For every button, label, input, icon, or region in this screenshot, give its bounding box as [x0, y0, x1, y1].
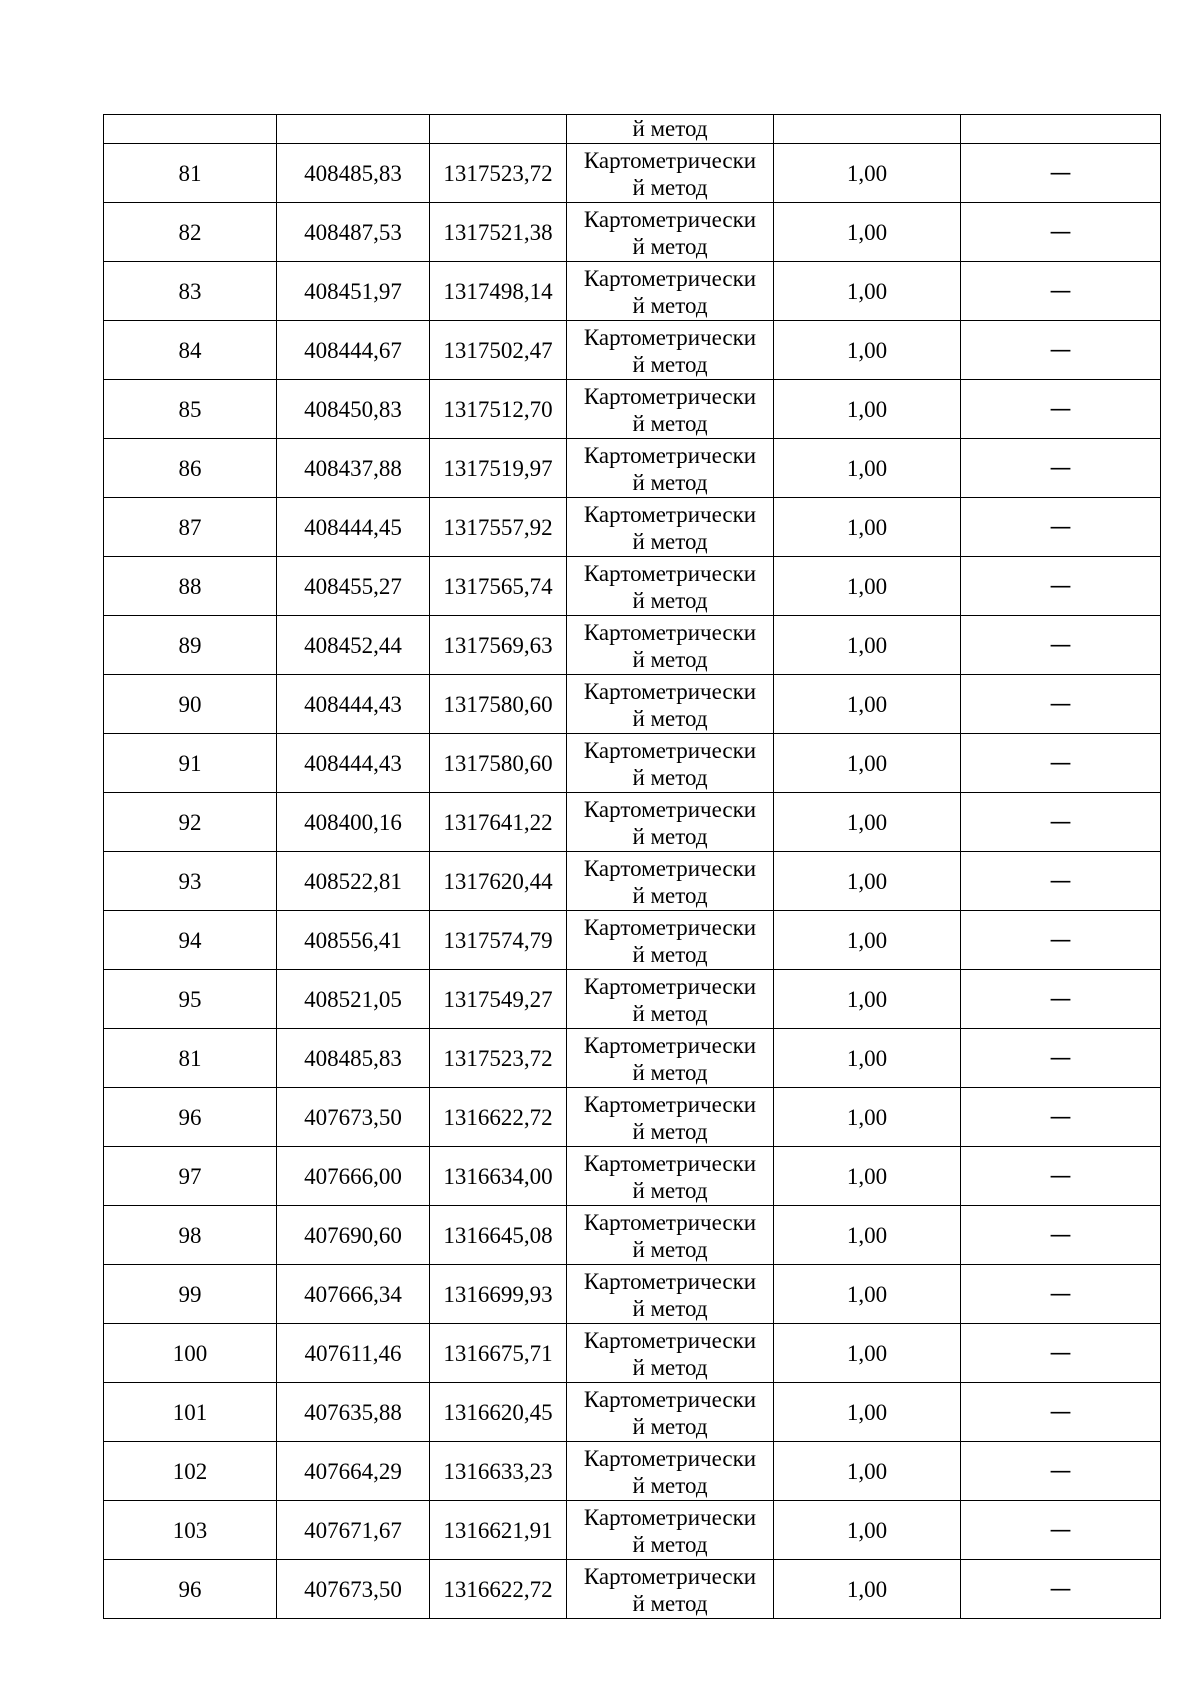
method-line-1: Картометрически: [583, 443, 757, 468]
cell-y: 1316621,91: [430, 1501, 567, 1560]
cell-point-number: 82: [104, 203, 277, 262]
table-row: [104, 439, 1161, 498]
dash-value: —: [1049, 1282, 1072, 1307]
dash-value: —: [1049, 1577, 1072, 1602]
cell-y: 1317580,60: [430, 734, 567, 793]
method-line-1: Картометрически: [583, 1269, 757, 1294]
cell-x: 408444,45: [277, 498, 430, 557]
cell-x: 407673,50: [277, 1088, 430, 1147]
method-line-2: й метод: [632, 1473, 708, 1498]
cell-method: [567, 616, 774, 675]
cell-description: [961, 852, 1161, 911]
cell-method: [567, 1265, 774, 1324]
table-row: [104, 1442, 1161, 1501]
cell-x: 408487,53: [277, 203, 430, 262]
method-line-1: Картометрически: [583, 266, 757, 291]
cell-x: 408444,43: [277, 675, 430, 734]
table-row: [104, 498, 1161, 557]
cell-y: 1317549,27: [430, 970, 567, 1029]
cell-point-number: 83: [104, 262, 277, 321]
cell-y: 1316675,71: [430, 1324, 567, 1383]
cell-method: [567, 1088, 774, 1147]
table-row: [104, 1501, 1161, 1560]
table-row: [104, 1088, 1161, 1147]
cell-y: 1317523,72: [430, 144, 567, 203]
cell-description: [961, 734, 1161, 793]
dash-value: —: [1049, 279, 1072, 304]
cell-point-number: 86: [104, 439, 277, 498]
table-row: [104, 1383, 1161, 1442]
cell-point-number: 98: [104, 1206, 277, 1265]
cell-point-number: 103: [104, 1501, 277, 1560]
cell-description: [961, 1383, 1161, 1442]
cell-y: 1317565,74: [430, 557, 567, 616]
dash-value: —: [1049, 574, 1072, 599]
method-line-2: й метод: [632, 411, 708, 436]
cell-point-number: 96: [104, 1088, 277, 1147]
method-line-1: Картометрически: [583, 1210, 757, 1235]
dash-value: —: [1049, 456, 1072, 481]
method-line-2: й метод: [632, 1119, 708, 1144]
cell-point-number: 84: [104, 321, 277, 380]
cell-point-number: 92: [104, 793, 277, 852]
method-line-1: Картометрически: [583, 1328, 757, 1353]
table-row: [104, 557, 1161, 616]
cell-description: [961, 380, 1161, 439]
cell-accuracy: 1,00: [774, 144, 961, 203]
cell-x: 408485,83: [277, 144, 430, 203]
method-line-2: й метод: [632, 529, 708, 554]
table-row: [104, 616, 1161, 675]
cell-description: [961, 1029, 1161, 1088]
cell-method: [567, 144, 774, 203]
cell-accuracy: 1,00: [774, 498, 961, 557]
cell-y: 1316633,23: [430, 1442, 567, 1501]
table-row: [104, 1560, 1161, 1619]
cell-point-number: 87: [104, 498, 277, 557]
table-row: [104, 793, 1161, 852]
dash-value: —: [1049, 1341, 1072, 1366]
cell-method: [567, 1501, 774, 1560]
cell-accuracy: 1,00: [774, 616, 961, 675]
dash-value: —: [1049, 633, 1072, 658]
cell-accuracy: 1,00: [774, 852, 961, 911]
table-row: [104, 262, 1161, 321]
cell-method: [567, 1206, 774, 1265]
method-line-1: Картометрически: [583, 1505, 757, 1530]
cell-x: 407664,29: [277, 1442, 430, 1501]
cell-method: [567, 203, 774, 262]
method-line-1: Картометрически: [583, 1092, 757, 1117]
cell-description: [961, 793, 1161, 852]
method-line-2: й метод: [632, 293, 708, 318]
method-line-1: Картометрически: [583, 502, 757, 527]
cell-x: 408556,41: [277, 911, 430, 970]
cell-description: [961, 1265, 1161, 1324]
cell-point-number: 96: [104, 1560, 277, 1619]
cell-accuracy: 1,00: [774, 1442, 961, 1501]
cell-description: [961, 1147, 1161, 1206]
cell-description: [961, 616, 1161, 675]
cell-description: [961, 557, 1161, 616]
cell-description: [961, 498, 1161, 557]
cell-method: [567, 911, 774, 970]
cell-description: [961, 970, 1161, 1029]
cell-y: 1316699,93: [430, 1265, 567, 1324]
cell-description: [961, 203, 1161, 262]
cell-x: 408400,16: [277, 793, 430, 852]
dash-value: —: [1049, 220, 1072, 245]
dash-value: —: [1049, 810, 1072, 835]
cell-accuracy: 1,00: [774, 439, 961, 498]
dash-value: —: [1049, 692, 1072, 717]
table-row: [104, 734, 1161, 793]
method-line-2: й метод: [632, 1060, 708, 1085]
cell-x: 408521,05: [277, 970, 430, 1029]
cell-point-number: 85: [104, 380, 277, 439]
dash-value: —: [1049, 751, 1072, 776]
table-row: [104, 1324, 1161, 1383]
cell-accuracy: 1,00: [774, 203, 961, 262]
cell-accuracy: 1,00: [774, 793, 961, 852]
table-row: [104, 970, 1161, 1029]
table-row: [104, 144, 1161, 203]
method-line-1: Картометрически: [583, 738, 757, 763]
cell-description: [961, 1560, 1161, 1619]
cell-method: [567, 1029, 774, 1088]
dash-value: —: [1049, 161, 1072, 186]
table-row: [104, 1265, 1161, 1324]
method-line-2: й метод: [632, 1001, 708, 1026]
cell-point-number: 81: [104, 144, 277, 203]
method-line-1: Картометрически: [583, 1564, 757, 1589]
cell-description: [961, 144, 1161, 203]
cell-accuracy: 1,00: [774, 1265, 961, 1324]
cell-method: [567, 498, 774, 557]
table-row: [104, 203, 1161, 262]
cell-y: 1316622,72: [430, 1088, 567, 1147]
cell-accuracy: 1,00: [774, 557, 961, 616]
cell-accuracy: [774, 115, 961, 144]
cell-x: 408522,81: [277, 852, 430, 911]
table-row: [104, 852, 1161, 911]
cell-y: 1316645,08: [430, 1206, 567, 1265]
method-line-2: й метод: [632, 1178, 708, 1203]
cell-y: 1317641,22: [430, 793, 567, 852]
cell-accuracy: 1,00: [774, 380, 961, 439]
method-line-2: й метод: [632, 647, 708, 672]
cell-description: [961, 675, 1161, 734]
cell-x: 407635,88: [277, 1383, 430, 1442]
table-row: [104, 321, 1161, 380]
cell-accuracy: 1,00: [774, 1383, 961, 1442]
method-line-1: Картометрически: [583, 679, 757, 704]
dash-value: —: [1049, 1518, 1072, 1543]
cell-y: 1316622,72: [430, 1560, 567, 1619]
cell-point-number: 99: [104, 1265, 277, 1324]
cell-method: [567, 793, 774, 852]
cell-method: [567, 380, 774, 439]
cell-y: 1317574,79: [430, 911, 567, 970]
dash-value: —: [1049, 1046, 1072, 1071]
cell-x: 407671,67: [277, 1501, 430, 1560]
table-row: [104, 675, 1161, 734]
cell-y: 1317498,14: [430, 262, 567, 321]
dash-value: —: [1049, 1164, 1072, 1189]
cell-point-number: 100: [104, 1324, 277, 1383]
method-line-2: й метод: [632, 706, 708, 731]
cell-description: [961, 1442, 1161, 1501]
dash-value: —: [1049, 338, 1072, 363]
cell-point-number: 94: [104, 911, 277, 970]
method-line-1: Картометрически: [583, 207, 757, 232]
method-line-1: Картометрически: [583, 1387, 757, 1412]
cell-method: [567, 1147, 774, 1206]
cell-point-number: 102: [104, 1442, 277, 1501]
coordinates-table: [103, 114, 1161, 1619]
method-line-2: й метод: [632, 824, 708, 849]
table-row: [104, 1029, 1161, 1088]
cell-accuracy: 1,00: [774, 262, 961, 321]
cell-description: [961, 911, 1161, 970]
table-row: [104, 1147, 1161, 1206]
cell-y: 1316634,00: [430, 1147, 567, 1206]
method-line-2: й метод: [632, 588, 708, 613]
cell-description: [961, 1324, 1161, 1383]
cell-y: [430, 115, 567, 144]
cell-accuracy: 1,00: [774, 1560, 961, 1619]
cell-method: [567, 321, 774, 380]
cell-y: 1317569,63: [430, 616, 567, 675]
cell-method: [567, 734, 774, 793]
method-line-2: й метод: [632, 1237, 708, 1262]
cell-y: 1317523,72: [430, 1029, 567, 1088]
cell-point-number: 81: [104, 1029, 277, 1088]
dash-value: —: [1049, 515, 1072, 540]
method-line-1: Картометрически: [583, 148, 757, 173]
cell-method: [567, 439, 774, 498]
cell-x: 408444,67: [277, 321, 430, 380]
method-line-2: й метод: [632, 1532, 708, 1557]
cell-method: [567, 262, 774, 321]
cell-accuracy: 1,00: [774, 734, 961, 793]
cell-description: [961, 1206, 1161, 1265]
method-line-1: Картометрически: [583, 620, 757, 645]
table-row: [104, 380, 1161, 439]
cell-accuracy: 1,00: [774, 970, 961, 1029]
cell-point-number: 93: [104, 852, 277, 911]
method-line-2: й метод: [632, 1591, 708, 1616]
cell-accuracy: 1,00: [774, 675, 961, 734]
method-line-1: Картометрически: [583, 1033, 757, 1058]
cell-y: 1317557,92: [430, 498, 567, 557]
method-line-2: й метод: [632, 883, 708, 908]
cell-description: [961, 1501, 1161, 1560]
method-line-2: й метод: [632, 1414, 708, 1439]
cell-point-number: 95: [104, 970, 277, 1029]
dash-value: —: [1049, 869, 1072, 894]
method-line-2: й метод: [632, 1355, 708, 1380]
cell-point-number: 90: [104, 675, 277, 734]
cell-description: [961, 115, 1161, 144]
cell-x: 407666,00: [277, 1147, 430, 1206]
cell-accuracy: 1,00: [774, 1088, 961, 1147]
cell-method: й метод: [567, 115, 774, 144]
cell-x: 408450,83: [277, 380, 430, 439]
cell-method: [567, 1324, 774, 1383]
dash-value: —: [1049, 397, 1072, 422]
method-line-2: й метод: [632, 470, 708, 495]
cell-point-number: 88: [104, 557, 277, 616]
method-line-2: й метод: [632, 942, 708, 967]
cell-x: 408444,43: [277, 734, 430, 793]
cell-point-number: [104, 115, 277, 144]
cell-description: [961, 439, 1161, 498]
cell-x: 407673,50: [277, 1560, 430, 1619]
cell-description: [961, 1088, 1161, 1147]
cell-accuracy: 1,00: [774, 321, 961, 380]
cell-x: 407611,46: [277, 1324, 430, 1383]
cell-accuracy: 1,00: [774, 1029, 961, 1088]
cell-method: [567, 1383, 774, 1442]
coordinates-table-body: [104, 115, 1161, 1619]
cell-y: 1317502,47: [430, 321, 567, 380]
method-line-2: й метод: [632, 352, 708, 377]
cell-method: [567, 675, 774, 734]
cell-y: 1317620,44: [430, 852, 567, 911]
method-line-1: Картометрически: [583, 856, 757, 881]
method-line-2: й метод: [632, 1296, 708, 1321]
cell-y: 1317580,60: [430, 675, 567, 734]
cell-x: [277, 115, 430, 144]
dash-value: —: [1049, 1223, 1072, 1248]
cell-point-number: 91: [104, 734, 277, 793]
dash-value: —: [1049, 1105, 1072, 1130]
cell-method: [567, 852, 774, 911]
method-line-2: й метод: [632, 234, 708, 259]
method-line-2: й метод: [632, 765, 708, 790]
cell-method: [567, 557, 774, 616]
method-line-1: Картометрически: [583, 797, 757, 822]
cell-x: 408452,44: [277, 616, 430, 675]
cell-x: 408437,88: [277, 439, 430, 498]
cell-accuracy: 1,00: [774, 1147, 961, 1206]
method-line-1: Картометрически: [583, 1151, 757, 1176]
cell-accuracy: 1,00: [774, 1206, 961, 1265]
cell-method: [567, 1442, 774, 1501]
cell-accuracy: 1,00: [774, 911, 961, 970]
cell-y: 1316620,45: [430, 1383, 567, 1442]
table-row: [104, 1206, 1161, 1265]
table-row: [104, 911, 1161, 970]
method-line-2: й метод: [632, 175, 708, 200]
dash-value: —: [1049, 928, 1072, 953]
cell-accuracy: 1,00: [774, 1324, 961, 1383]
method-line-1: Картометрически: [583, 325, 757, 350]
cell-y: 1317521,38: [430, 203, 567, 262]
cell-y: 1317512,70: [430, 380, 567, 439]
cell-method: [567, 970, 774, 1029]
dash-value: —: [1049, 987, 1072, 1012]
method-line-1: Картометрически: [583, 974, 757, 999]
cell-y: 1317519,97: [430, 439, 567, 498]
dash-value: —: [1049, 1459, 1072, 1484]
method-line-1: Картометрически: [583, 1446, 757, 1471]
cell-point-number: 101: [104, 1383, 277, 1442]
cell-point-number: 89: [104, 616, 277, 675]
method-line-1: Картометрически: [583, 561, 757, 586]
cell-point-number: 97: [104, 1147, 277, 1206]
cell-x: 407690,60: [277, 1206, 430, 1265]
continuation-row: [104, 115, 1161, 144]
cell-method: [567, 1560, 774, 1619]
method-line-1: Картометрически: [583, 384, 757, 409]
cell-x: 408451,97: [277, 262, 430, 321]
cell-x: 408485,83: [277, 1029, 430, 1088]
cell-description: [961, 262, 1161, 321]
dash-value: —: [1049, 1400, 1072, 1425]
cell-x: 408455,27: [277, 557, 430, 616]
cell-x: 407666,34: [277, 1265, 430, 1324]
method-line-1: Картометрически: [583, 915, 757, 940]
cell-description: [961, 321, 1161, 380]
cell-accuracy: 1,00: [774, 1501, 961, 1560]
